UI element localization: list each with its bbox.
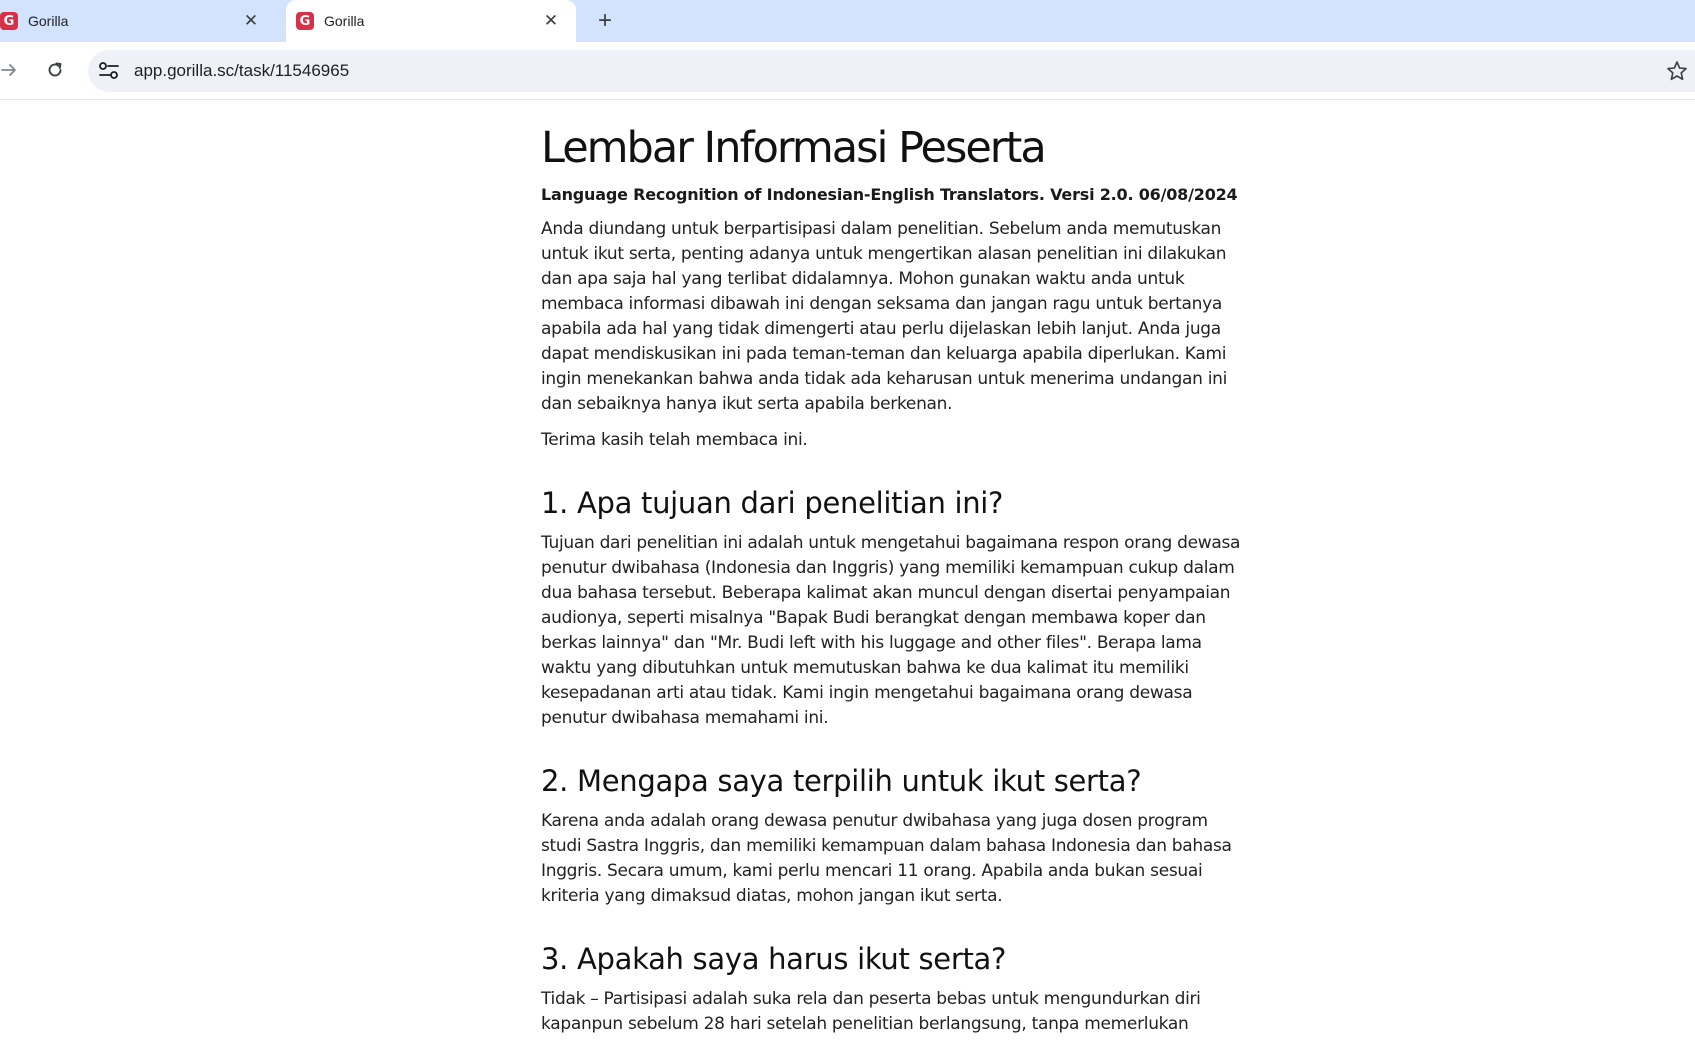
info-sheet: [541, 121, 1241, 1048]
browser-tab[interactable]: [0, 0, 276, 42]
tab-title: Gorilla: [324, 13, 365, 29]
new-tab-button[interactable]: +: [597, 7, 612, 34]
section-body-purpose: Tujuan dari penelitian ini adalah untuk mengetahui bagaimana respon orang dewasa penutur dwibahasa (Indonesia dan Inggris) yang memiliki kemampuan cukup dalam dua bahasa tersebut. Beberapa kalimat akan muncul dengan disertai penyampaian audionya, seperti misalnya "Bapak Budi berangkat dengan membawa koper dan berkas lainnya" dan "Mr. Budi left with his luggage and other files". Berapa lama waktu yang dibutuhkan untuk memutuskan bahwa ke dua kalimat itu memiliki kesepadanan arti atau tidak. Kami ingin mengetahui bagaimana orang dewasa penutur dwibahasa memahami ini.: [541, 533, 1241, 728]
browser-tab-active[interactable]: [286, 0, 576, 42]
close-tab-icon[interactable]: ✕: [243, 11, 259, 30]
reload-button[interactable]: [40, 55, 70, 85]
forward-button[interactable]: [0, 55, 24, 85]
section-heading-why-chosen: 2. Mengapa saya terpilih untuk ikut serta?: [541, 764, 1142, 798]
intro-paragraph: Anda diundang untuk berpartisipasi dalam penelitian. Sebelum anda memutuskan untuk ikut serta, penting adanya untuk mengertikan alasan penelitian ini dilakukan dan apa saja hal yang terlibat didalamnya. Mohon gunakan waktu anda untuk membaca informasi dibawah ini dengan seksama dan jangan ragu untuk bertanya apabila ada hal yang tidak dimengerti atau perlu dijelaskan lebih lanjut. Anda juga dapat mendiskusikan ini pada teman-teman dan keluarga apabila diperlukan. Kami ingin menekankan bahwa anda tidak ada keharusan untuk menerima undangan ini dan sebaiknya hanya ikut serta apabila berkenan.: [541, 219, 1228, 414]
study-subtitle: Language Recognition of Indonesian-English Translators. Versi 2.0. 06/08/2024: [541, 185, 1238, 204]
url-text[interactable]: app.gorilla.sc/task/11546965: [134, 61, 350, 80]
section-heading-purpose: 1. Apa tujuan dari penelitian ini?: [541, 486, 1004, 520]
tune-icon[interactable]: [98, 61, 120, 81]
close-tab-icon[interactable]: ✕: [543, 11, 559, 30]
thanks-paragraph: Terima kasih telah membaca ini.: [541, 430, 808, 450]
star-icon[interactable]: [1665, 59, 1689, 83]
gorilla-favicon-icon: G: [0, 12, 18, 30]
page-title: Lembar Informasi Peserta: [541, 123, 1045, 173]
gorilla-favicon-icon: G: [296, 12, 314, 30]
address-bar[interactable]: [88, 50, 1695, 92]
section-body-must-participate: Tidak – Partisipasi adalah suka rela dan peserta bebas untuk mengundurkan diri kapanpun sebelum 28 hari setelah penelitian berlangsung, tanpa memerlukan: [541, 989, 1201, 1034]
arrow-right-icon: [0, 60, 19, 80]
reload-icon: [45, 60, 65, 80]
section-body-why-chosen: Karena anda adalah orang dewasa penutur dwibahasa yang juga dosen program studi Sastra Inggris, dan memiliki kemampuan dalam bahasa Indonesia dan bahasa Inggris. Secara umum, kami perlu mencari 11 orang. Apabila anda bukan sesuai kriteria yang dimaksud diatas, mohon jangan ikut serta.: [541, 811, 1232, 906]
section-heading-must-participate: 3. Apakah saya harus ikut serta?: [541, 942, 1007, 976]
browser-toolbar: [0, 42, 1695, 100]
tab-strip: [0, 0, 1695, 42]
page-viewport[interactable]: [0, 101, 1695, 1034]
tab-title: Gorilla: [28, 13, 69, 29]
